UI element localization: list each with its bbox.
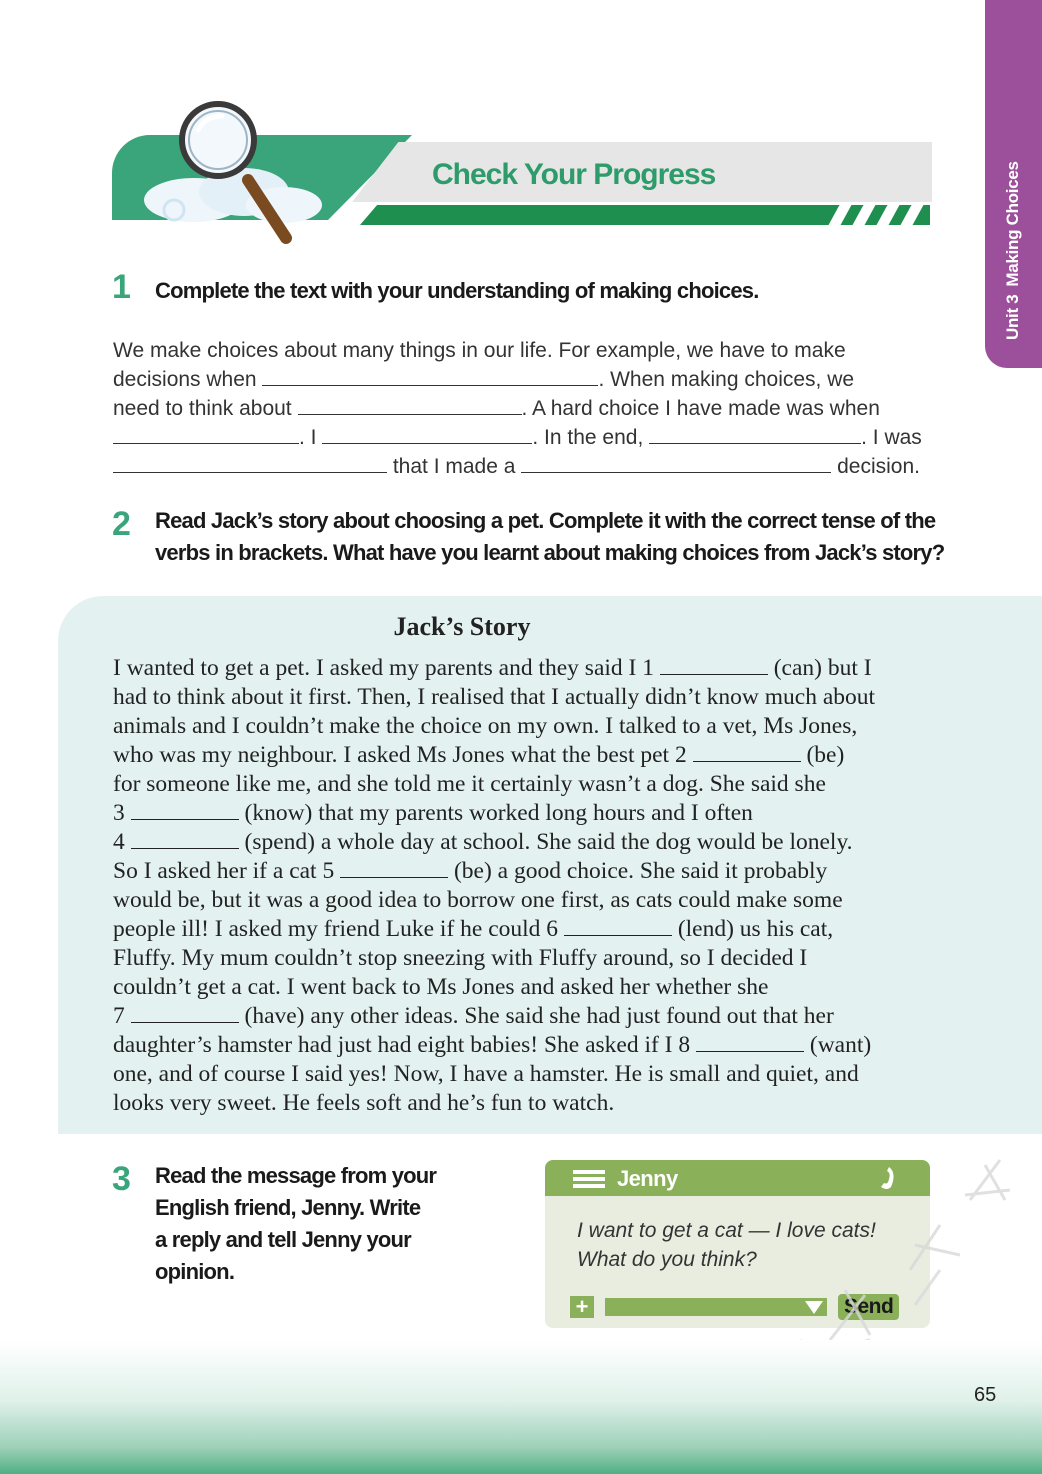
- story-segment: I wanted to get a pet. I asked my parents and they said I 1: [113, 655, 654, 681]
- page-number: 65: [974, 1384, 997, 1406]
- story-line: [113, 1031, 943, 1060]
- story-line: [113, 770, 943, 799]
- story-segment: 3: [113, 800, 125, 826]
- story-segment: animals and I couldn’t make the choice on my own. I talked to a vet, Ms Jones,: [113, 713, 858, 739]
- story-segment: 7: [113, 1003, 125, 1029]
- story-line: [113, 828, 943, 857]
- ex1-line-4a: . I: [299, 426, 317, 449]
- story-segment: So I asked her if a cat 5: [113, 858, 335, 884]
- story-segment: for someone like me, and she told me it certainly wasn’t a dog. She said she: [113, 771, 826, 797]
- exercise-3-instruction-line-2: English friend, Jenny. Write: [155, 1195, 421, 1220]
- story-segment: (know) that my parents worked long hours and I often: [244, 800, 753, 826]
- bottom-gradient-band: [0, 1340, 1042, 1474]
- story-line: [113, 1002, 943, 1031]
- exercise-3-number: 3: [112, 1160, 130, 1198]
- ex1-line-4b: . In the end,: [532, 426, 644, 449]
- side-tab-title: Making Choices: [1003, 161, 1022, 287]
- banner-title: Check Your Progress: [432, 158, 716, 191]
- exercise-2-instruction-line-2: verbs in brackets. What have you learnt about making choices from Jack’s story?: [155, 540, 945, 565]
- chat-message-line-2: What do you think?: [577, 1248, 757, 1271]
- ex1-blank-2[interactable]: [298, 394, 522, 415]
- story-segment: one, and of course I said yes! Now, I have a hamster. He is small and quiet, and: [113, 1061, 859, 1087]
- ex1-line-2b: . When making choices, we: [598, 368, 855, 391]
- story-line: [113, 973, 943, 1002]
- story-segment: (can) but I: [773, 655, 872, 681]
- story-blank[interactable]: [693, 741, 801, 762]
- ex1-blank-1[interactable]: [262, 365, 598, 386]
- story-segment: had to think about it first. Then, I realised that I actually didn’t know much about: [113, 684, 876, 710]
- story-segment: who was my neighbour. I asked Ms Jones what the best pet 2: [113, 742, 687, 768]
- ex1-blank-4[interactable]: [322, 423, 532, 444]
- story-line: [113, 654, 943, 683]
- story-line: [113, 857, 943, 886]
- chat-message-line-1: I want to get a cat — I love cats!: [577, 1219, 876, 1242]
- story-line: [113, 886, 943, 915]
- exercise-2-instruction: [155, 505, 944, 569]
- story-blank[interactable]: [131, 1002, 239, 1023]
- ex1-line-2a: decisions when: [113, 368, 257, 391]
- story-blank[interactable]: [131, 828, 239, 849]
- story-segment: looks very sweet. He feels soft and he’s fun to watch.: [113, 1090, 615, 1116]
- ex1-blank-6[interactable]: [113, 452, 387, 473]
- story-segment: would be, but it was a good idea to borrow one first, as cats could make some: [113, 887, 843, 913]
- story-blank[interactable]: [340, 857, 448, 878]
- menu-icon[interactable]: [573, 1168, 605, 1190]
- exercise-2-instruction-line-1: Read Jack’s story about choosing a pet. Complete it with the correct tense of the: [155, 508, 936, 533]
- story-segment: people ill! I asked my friend Luke if he could 6: [113, 916, 559, 942]
- exercise-1-text: [113, 336, 933, 481]
- story-segment: Fluffy. My mum couldn’t stop sneezing with Fluffy around, so I decided I: [113, 945, 808, 971]
- story-segment: (be): [806, 742, 845, 768]
- ex1-line-4c: . I was: [861, 426, 922, 449]
- story-segment: daughter’s hamster had just had eight babies! She asked if I 8: [113, 1032, 691, 1058]
- ex1-blank-5[interactable]: [649, 423, 861, 444]
- story-segment: (be) a good choice. She said it probably: [453, 858, 828, 884]
- story-line: [113, 683, 943, 712]
- check-progress-banner: [112, 100, 932, 245]
- story-segment: (spend) a whole day at school. She said the dog would be lonely.: [244, 829, 853, 855]
- ex1-line-3b: . A hard choice I have made was when: [521, 397, 880, 420]
- story-blank[interactable]: [696, 1031, 804, 1052]
- ex1-line-5b: decision.: [837, 455, 920, 478]
- exercise-3-instruction-line-1: Read the message from your: [155, 1163, 437, 1188]
- story-segment: (lend) us his cat,: [677, 916, 834, 942]
- story-segment: (want): [809, 1032, 872, 1058]
- exercise-2-number: 2: [112, 505, 130, 543]
- ex1-blank-7[interactable]: [521, 452, 831, 473]
- story-line: [113, 944, 943, 973]
- ex1-line-1: We make choices about many things in our life. For example, we have to make: [113, 339, 846, 362]
- send-button[interactable]: Send: [838, 1294, 899, 1320]
- exercise-1-number: 1: [112, 268, 130, 306]
- ex1-line-3a: need to think about: [113, 397, 292, 420]
- exercise-3-instruction-line-4: opinion.: [155, 1259, 235, 1284]
- banner-stripes: [822, 204, 932, 226]
- exercise-1-instruction: Complete the text with your understanding of making choices.: [155, 278, 759, 303]
- story-line: [113, 915, 943, 944]
- story-line: [113, 1089, 943, 1118]
- story-line: [113, 712, 943, 741]
- story-blank[interactable]: [131, 799, 239, 820]
- ex1-line-5a: that I made a: [392, 455, 516, 478]
- exercise-3-instruction-line-3: a reply and tell Jenny your: [155, 1227, 411, 1252]
- side-tab-label: [1003, 161, 1023, 340]
- story-blank[interactable]: [564, 915, 672, 936]
- side-tab-unit: Unit 3: [1003, 294, 1022, 340]
- ex1-blank-3[interactable]: [113, 423, 299, 444]
- story-segment: 4: [113, 829, 125, 855]
- story-line: [113, 1060, 943, 1089]
- story-blank[interactable]: [660, 654, 768, 675]
- story-text: [113, 654, 943, 1118]
- add-attachment-button[interactable]: +: [570, 1296, 594, 1318]
- story-segment: (have) any other ideas. She said she had just found out that her: [244, 1003, 834, 1029]
- story-line: [113, 741, 943, 770]
- unit-side-tab: [985, 0, 1042, 368]
- chat-contact-name: Jenny: [617, 1166, 678, 1191]
- exercise-3-instruction: [155, 1160, 436, 1288]
- magnifier-icon: [162, 100, 302, 250]
- story-line: [113, 799, 943, 828]
- story-title: Jack’s Story: [393, 612, 531, 641]
- story-segment: couldn’t get a cat. I went back to Ms Jones and asked her whether she: [113, 974, 769, 1000]
